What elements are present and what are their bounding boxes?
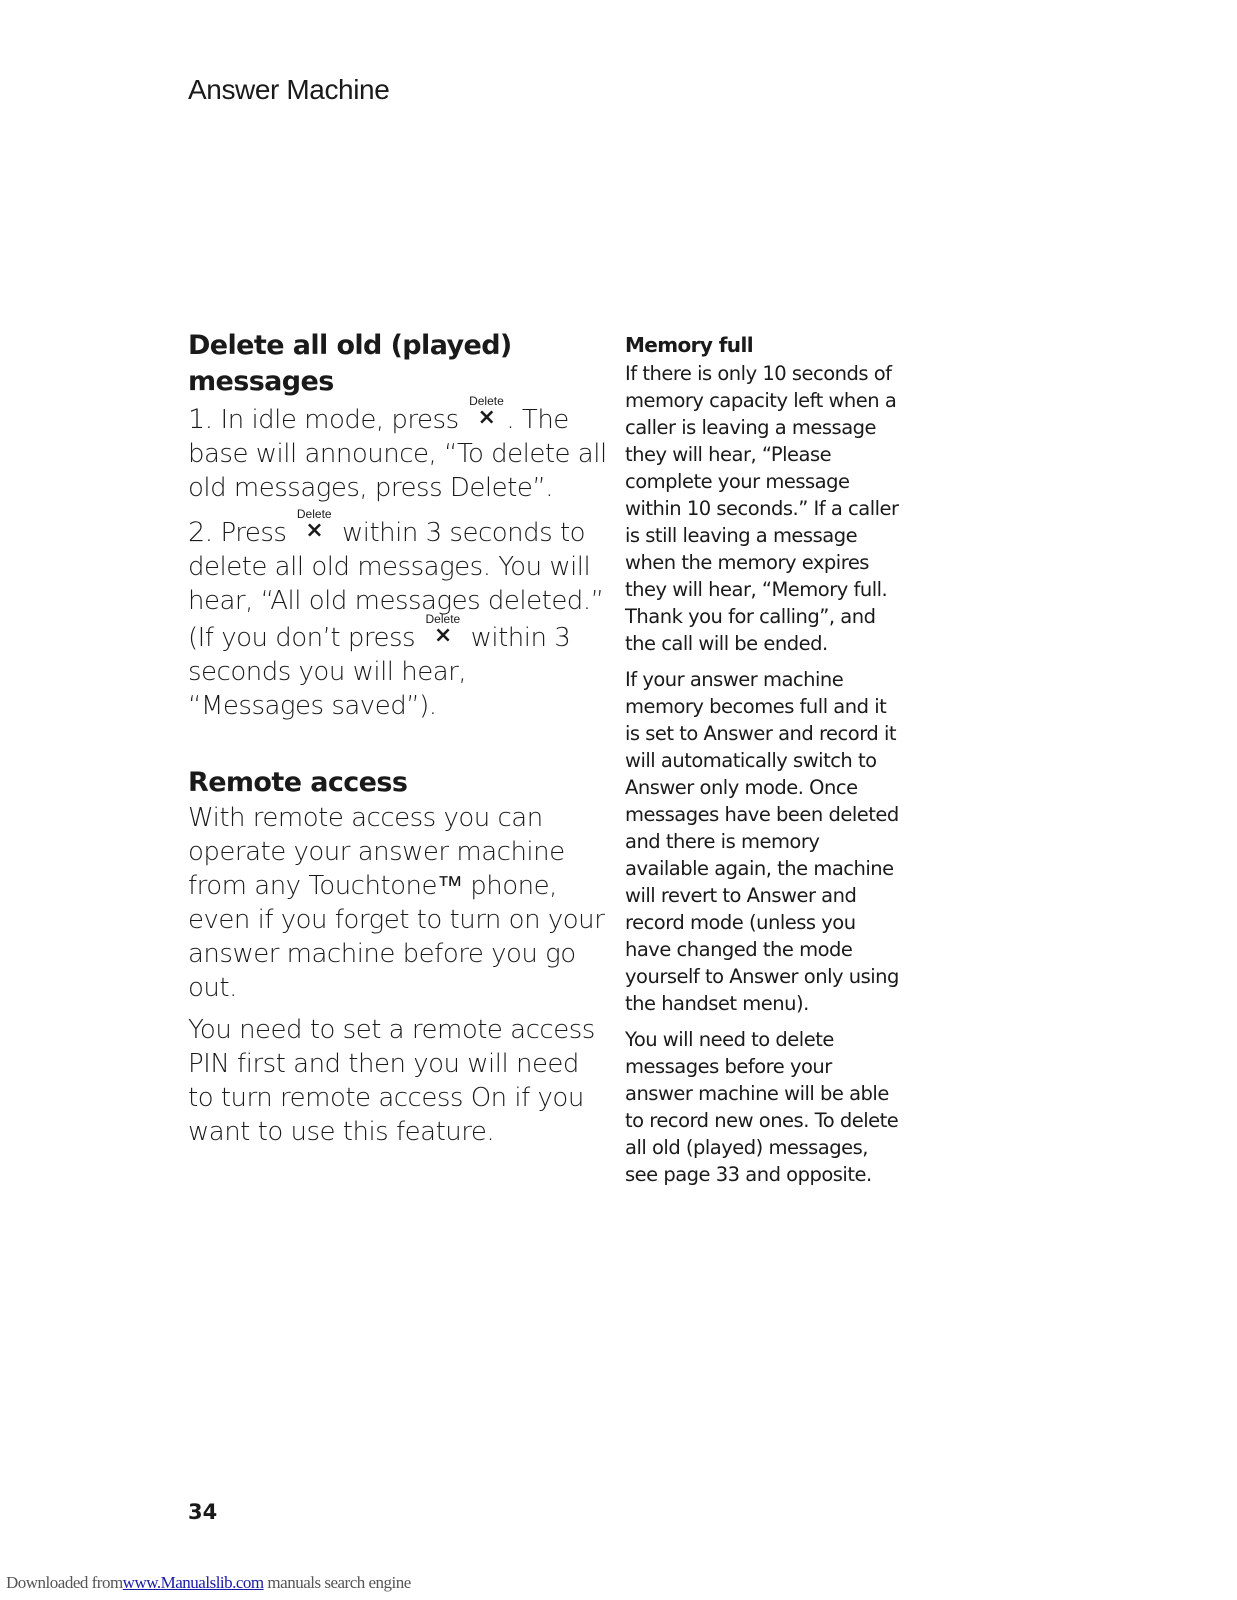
step-1 <box>188 394 608 505</box>
delete-key-icon: Delete × <box>469 394 504 430</box>
step-2 <box>188 507 608 723</box>
remote-access-paragraph-2: You need to set a remote access PIN first and then you will need to turn remote access On if you want to use this feature. <box>188 1015 595 1147</box>
step-2-text-before: Press <box>220 518 287 548</box>
step-2-text-after: within 3 seconds you will hear, “Messages saved”). <box>188 623 571 721</box>
step-1-number: 1. <box>188 404 213 435</box>
memory-full-paragraph-1: If there is only 10 seconds of memory capacity left when a caller is leaving a message they will hear, “Please complete your message within 10 seconds.” If a caller is still leaving a message when the memory expires they will hear, “Memory full. Thank you for calling”, and the call will be ended. <box>625 362 899 655</box>
step-1-text-before: In idle mode, press <box>220 405 459 435</box>
delete-old-messages-heading: Delete all old (played) messages <box>188 330 512 397</box>
memory-full-heading: Memory full <box>625 333 753 357</box>
remote-access-paragraph-1: With remote access you can operate your answer machine from any Touchtone™ phone, even if you forget to turn on your answer machine before you go out. <box>188 803 605 1003</box>
memory-full-paragraph-3: You will need to delete messages before your answer machine will be able to record new ones. To delete all old (played) messages, see page 33 and opposite. <box>625 1028 899 1186</box>
footer-suffix: manuals search engine <box>263 1573 411 1592</box>
step-1-text-after: . The base will announce, “To delete all old messages, press Delete”. <box>188 405 607 503</box>
remote-access-heading: Remote access <box>188 767 408 798</box>
memory-full-paragraph-2: If your answer machine memory becomes full and it is set to Answer and record it will automatically switch to Answer only mode. Once messages have been deleted and there is memory available again, the machine will revert to Answer and record mode (unless you have changed the mode yourself to Answer only using the handset menu). <box>625 668 899 1015</box>
page-number: 34 <box>188 1500 218 1524</box>
delete-key-icon: Delete × <box>425 612 461 648</box>
page-section-title: Answer Machine <box>188 74 390 105</box>
manualslib-link[interactable]: www.Manualslib.com <box>122 1573 264 1592</box>
footer-prefix: Downloaded from <box>6 1573 123 1592</box>
delete-key-icon: Delete × <box>296 507 332 543</box>
step-2-text-middle: within 3 seconds to delete all old messages. You will hear, “All old messages deleted.” (If you don’t press <box>188 518 604 653</box>
right-column <box>625 332 900 1197</box>
left-column <box>188 328 608 1157</box>
download-footer <box>6 1573 411 1593</box>
step-2-number: 2. <box>188 517 213 548</box>
